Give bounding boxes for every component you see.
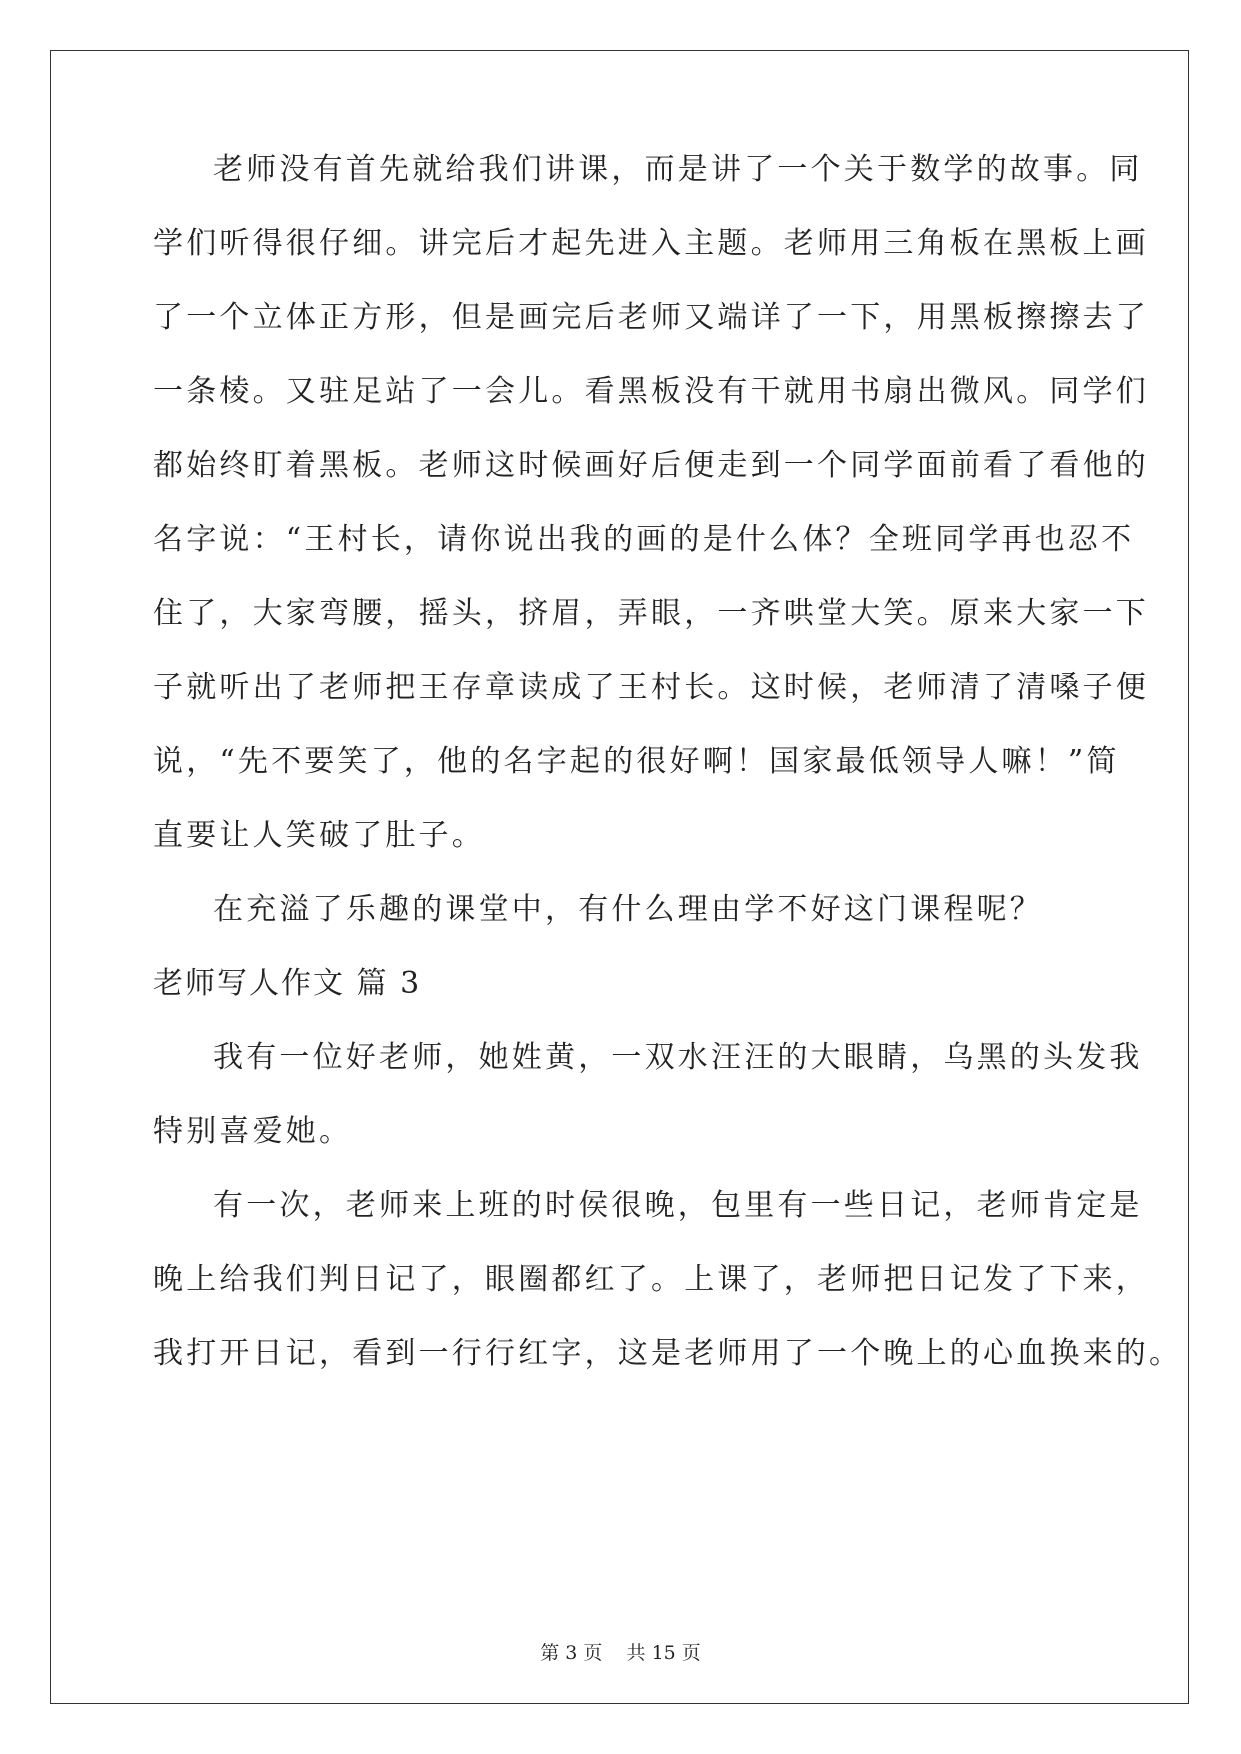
paragraph-line: 特别喜爱她。 [153,1114,353,1149]
paragraph-line: 有一次，老师来上班的时侯很晚，包里有一些日记，老师肯定是 [213,1188,1143,1223]
paragraph-line: 直要让人笑破了肚子。 [153,818,485,853]
paragraph-line: 说，“先不要笑了，他的名字起的很好啊！国家最低领导人嘛！”简 [153,744,1120,779]
paragraph-line: 老师没有首先就给我们讲课，而是讲了一个关于数学的故事。同 [213,152,1143,187]
paragraph-line: 住了，大家弯腰，摇头，挤眉，弄眼，一齐哄堂大笑。原来大家一下 [153,596,1149,631]
paragraph-line: 一条棱。又驻足站了一会儿。看黑板没有干就用书扇出微风。同学们 [153,374,1149,409]
paragraph-line: 晚上给我们判日记了，眼圈都红了。上课了，老师把日记发了下来， [153,1262,1149,1297]
paragraph-line: 在充溢了乐趣的课堂中，有什么理由学不好这门课程呢？ [213,892,1043,927]
section-heading: 老师写人作文 篇 3 [153,966,422,1001]
page-footer: 第 3 页 共 15 页 [540,1642,701,1664]
paragraph-line: 了一个立体正方形，但是画完后老师又端详了一下，用黑板擦擦去了 [153,300,1149,335]
paragraph-line: 子就听出了老师把王存章读成了王村长。这时候，老师清了清嗓子便 [153,670,1149,705]
paragraph-line: 名字说：“王村长，请你说出我的画的是什么体？全班同学再也忍不 [153,522,1135,557]
paragraph-line: 学们听得很仔细。讲完后才起先进入主题。老师用三角板在黑板上画 [153,226,1149,261]
paragraph-line: 都始终盯着黑板。老师这时候画好后便走到一个同学面前看了看他的 [153,448,1149,483]
paragraph-line: 我有一位好老师，她姓黄，一双水汪汪的大眼睛，乌黑的头发我 [213,1040,1143,1075]
paragraph-line: 我打开日记，看到一行行红字，这是老师用了一个晚上的心血换来的。 [153,1336,1183,1371]
